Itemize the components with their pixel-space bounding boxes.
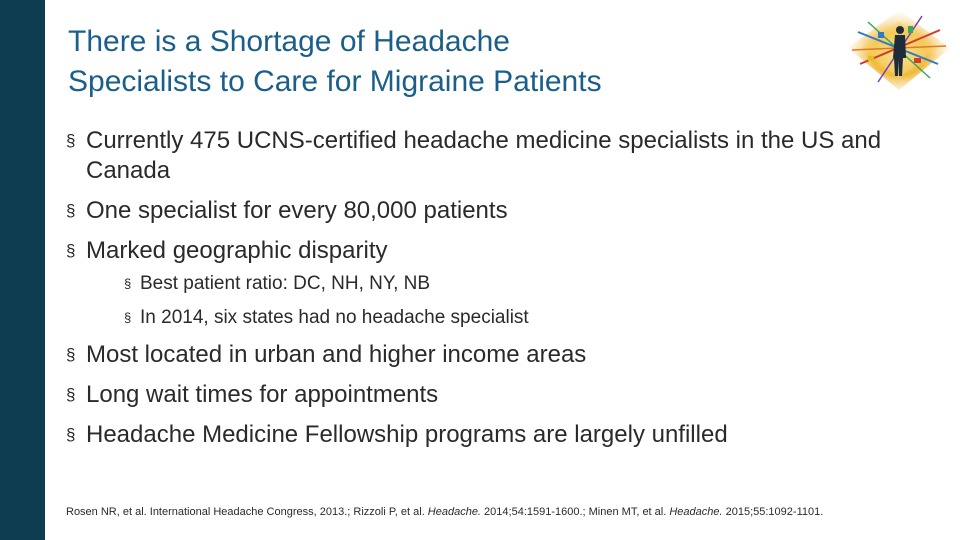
sub-bullet-list (106, 272, 936, 330)
list-item: § Long wait times for appointments (66, 381, 439, 408)
sidebar-bar (0, 0, 45, 540)
bullet-marker-icon: § (66, 241, 76, 260)
slide-title (68, 22, 602, 102)
list-item: § Most located in urban and higher income areas (66, 341, 587, 368)
sub-list-item: § In 2014, six states had no headache specialist (124, 307, 529, 328)
bullet-marker-icon: § (124, 276, 132, 291)
title-line-2: Specialists to Care for Migraine Patients (68, 65, 602, 98)
bullet-marker-icon: § (66, 345, 76, 364)
journal-name: Headache. (427, 506, 481, 518)
list-item: § One specialist for every 80,000 patients (66, 197, 508, 224)
list-item: § Marked geographic disparity § Best patient ratio: DC, NH, NY, NB § In 2014, six states had no headache specialist (66, 236, 936, 330)
journal-name: Headache. (669, 506, 723, 518)
list-item: § Headache Medicine Fellowship programs are largely unfilled (66, 421, 728, 448)
list-item: § Currently 475 UCNS-certified headache medicine specialists in the US and Canada (66, 127, 882, 184)
title-line-1: There is a Shortage of Headache (68, 25, 510, 58)
bullet-marker-icon: § (66, 385, 76, 404)
bullet-marker-icon: § (66, 131, 76, 150)
decorative-artwork-image (838, 2, 960, 94)
bullet-marker-icon: § (66, 201, 76, 220)
sub-list-item: § Best patient ratio: DC, NH, NY, NB (124, 273, 431, 294)
bullet-marker-icon: § (66, 425, 76, 444)
bullet-marker-icon: § (124, 310, 132, 325)
bullet-list (66, 126, 936, 460)
citation-footnote: Rosen NR, et al. International Headache Congress, 2013.; Rizzoli P, et al. Headache. 2014;54:1591-1600.; Minen MT, et al. Headache. 2015;55:1092-1101. (66, 506, 824, 518)
